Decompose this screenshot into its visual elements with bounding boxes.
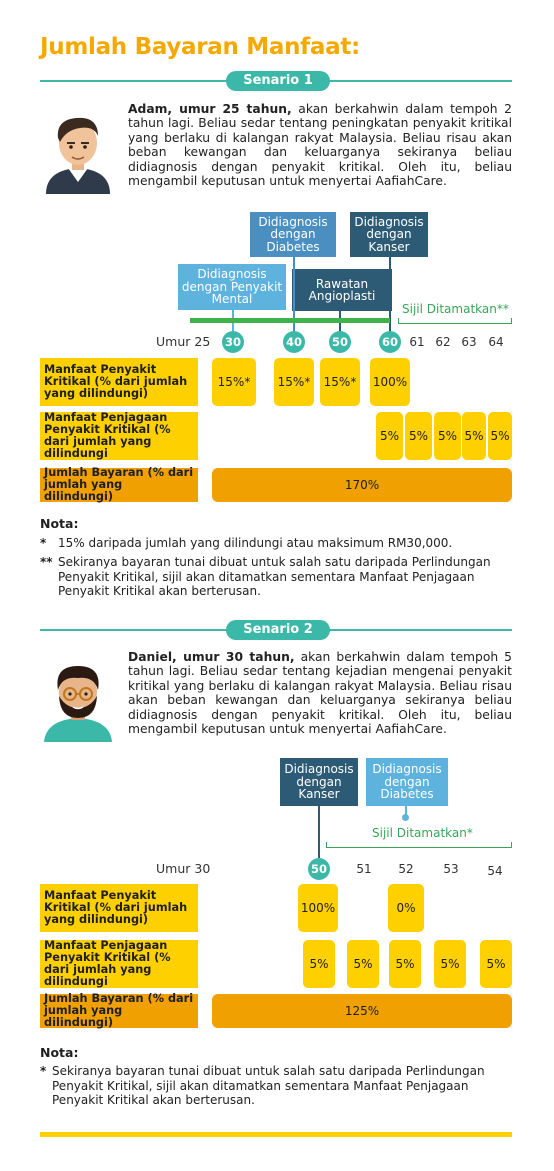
nota-item: 15% daripada jumlah yang dilindungi atau maksimum RM30,000. (58, 536, 453, 550)
value-cell: 0% (388, 884, 424, 932)
scenario-2-description: Daniel, umur 30 tahun, akan berkahwin dalam tempoh 5 tahun lagi. Beliau sedar tentang kejadian mengenai penyakit kritikal yang berlaku di kalangan rakyat Malaysia. Beliau risau akan beban kewangan dan keluarganya sekiranya beliau didiagnosis dengan penyakit kritikal. Oleh itu, beliau mengambil keputusan untuk menyertai AafiahCare. (128, 650, 513, 737)
age-marker: 40 (283, 331, 305, 353)
nota-heading: Nota: (40, 1045, 79, 1060)
nota-mark: ** (40, 555, 53, 569)
row-jumlah-bayaran-label: Jumlah Bayaran (% dari jumlah yang dilindungi) (40, 468, 198, 502)
age-number: 52 (398, 862, 414, 876)
umur-label: Umur 30 (156, 861, 211, 876)
age-number: 51 (356, 862, 372, 876)
event-kanser-box: Didiagnosis dengan Kanser (350, 212, 428, 257)
bottom-divider (40, 1132, 512, 1137)
nota-mark: * (40, 1064, 47, 1078)
value-cell: 15%* (274, 358, 314, 406)
value-cell: 5% (347, 940, 379, 988)
row-jumlah-bayaran-label: Jumlah Bayaran (% dari jumlah yang dilindungi) (40, 994, 198, 1028)
value-cell: 5% (488, 412, 512, 460)
value-cell: 5% (303, 940, 335, 988)
age-marker: 30 (222, 331, 244, 353)
age-marker: 50 (329, 331, 351, 353)
row-manfaat-penjagaan-label: Manfaat Penjagaan Penyakit Kritikal (% dari jumlah yang dilindungi (40, 412, 198, 460)
age-number: 64 (488, 335, 504, 349)
sijil-ditamatkan-bracket (326, 842, 512, 848)
age-marker: 60 (379, 331, 401, 353)
adam-avatar-icon (40, 108, 116, 194)
page-title: Jumlah Bayaran Manfaat: (40, 34, 360, 60)
total-value: 170% (212, 468, 512, 502)
sijil-ditamatkan-label: Sijil Ditamatkan** (402, 302, 509, 316)
sijil-ditamatkan-label: Sijil Ditamatkan* (372, 826, 473, 840)
value-cell: 100% (370, 358, 410, 406)
event-kanser-box: Didiagnosis dengan Kanser (280, 758, 358, 806)
connector-50 (318, 806, 320, 858)
nota-mark: * (40, 536, 47, 550)
event-penyakit-mental-box: Didiagnosis dengan Penyakit Mental (178, 264, 286, 310)
age-number: 54 (487, 864, 503, 878)
nota-item: Sekiranya bayaran tunai dibuat untuk salah satu daripada Perlindungan Penyakit Kritikal, sijil akan ditamatkan sementara Manfaat Penjagaan Penyakit Kritikal akan berterusan. (58, 555, 491, 598)
value-cell: 5% (434, 412, 461, 460)
value-cell: 15%* (320, 358, 360, 406)
nota-item: Sekiranya bayaran tunai dibuat untuk salah satu daripada Perlindungan Penyakit Kritikal, sijil akan ditamatkan sementara Manfaat Penjagaan Penyakit Kritikal akan berterusan. (52, 1064, 485, 1107)
age-number: 53 (443, 862, 459, 876)
nota-heading: Nota: (40, 516, 79, 531)
daniel-avatar-icon (40, 656, 116, 742)
age-number: 62 (435, 335, 451, 349)
age-number: 61 (409, 335, 425, 349)
umur-label: Umur 25 (156, 334, 211, 349)
value-cell: 5% (405, 412, 432, 460)
value-cell: 15%* (212, 358, 256, 406)
scenario-2-label: Senario 2 (226, 620, 330, 640)
value-cell: 100% (298, 884, 338, 932)
value-cell: 5% (376, 412, 403, 460)
value-cell: 5% (480, 940, 512, 988)
row-manfaat-penyakit-kritikal-label: Manfaat Penyakit Kritikal (% dari jumlah yang dilindungi) (40, 884, 198, 932)
sijil-ditamatkan-bracket (398, 318, 512, 324)
value-cell: 5% (434, 940, 466, 988)
row-manfaat-penjagaan-label: Manfaat Penjagaan Penyakit Kritikal (% dari jumlah yang dilindungi (40, 940, 198, 988)
timeline-bar (190, 318, 390, 323)
event-dot (402, 814, 409, 821)
value-cell: 5% (389, 940, 421, 988)
total-value: 125% (212, 994, 512, 1028)
age-marker: 50 (308, 858, 330, 880)
event-angioplasti-box: Rawatan Angioplasti (292, 269, 392, 311)
event-diabetes-box: Didiagnosis dengan Diabetes (250, 212, 336, 257)
scenario-1-description: Adam, umur 25 tahun, akan berkahwin dalam tempoh 2 tahun lagi. Beliau sedar tentang peningkatan penyakit kritikal yang berlaku di kalangan rakyat Malaysia. Beliau risau akan beban kewangan dan keluarganya sekiranya beliau didiagnosis dengan penyakit kritikal. Oleh itu, beliau mengambil keputusan untuk menyertai AafiahCare. (128, 102, 513, 189)
scenario-1-label: Senario 1 (226, 71, 330, 91)
value-cell: 5% (462, 412, 486, 460)
row-manfaat-penyakit-kritikal-label: Manfaat Penyakit Kritikal (% dari jumlah yang dilindungi) (40, 358, 198, 406)
event-diabetes-box: Didiagnosis dengan Diabetes (366, 758, 448, 806)
age-number: 63 (461, 335, 477, 349)
